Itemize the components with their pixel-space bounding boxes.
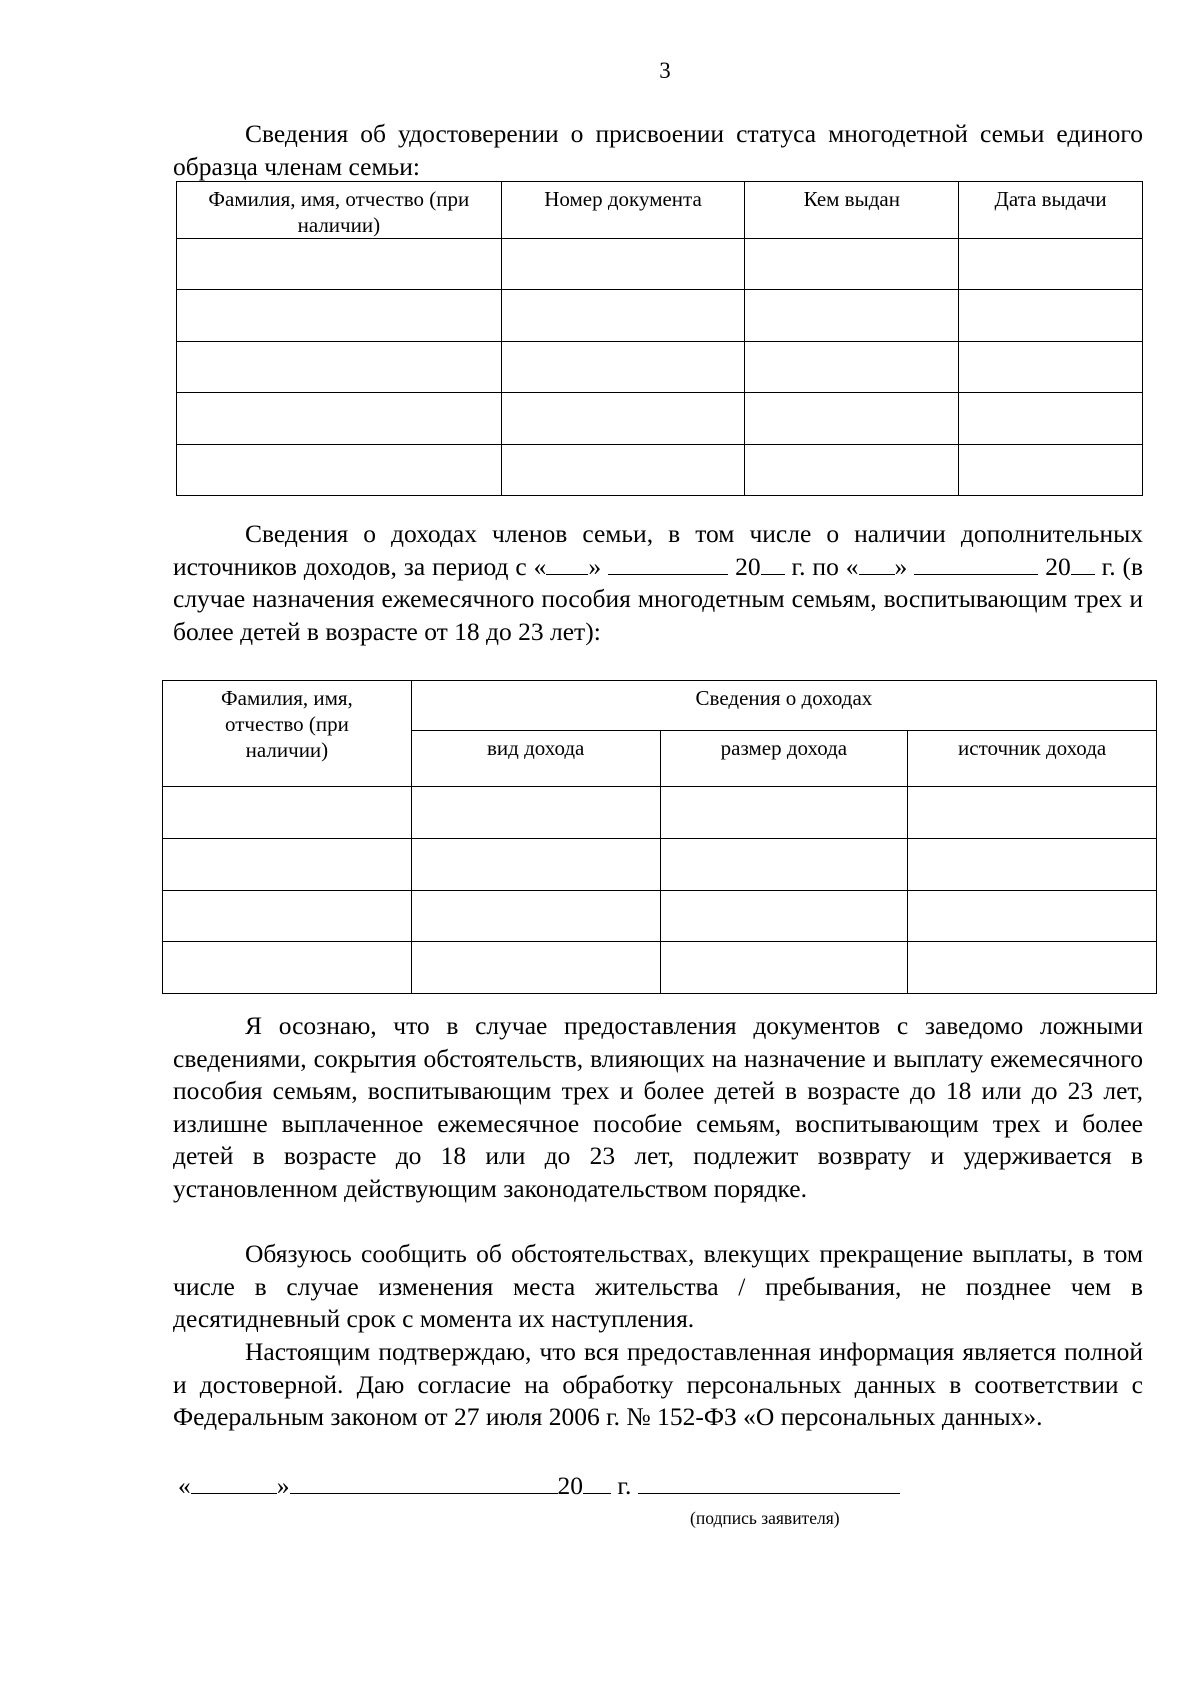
table-cell[interactable] [959,445,1143,496]
table-cell[interactable] [745,445,959,496]
table-row [163,891,1157,942]
column-header-income-source: источник дохода [908,731,1157,787]
awareness-paragraph: Я осознаю, что в случае предоставления документов с заведомо ложными сведениями, сокрытия обстоятельств, влияющих на назначение и выплату ежемесячного пособия семьям, воспитывающим трех и более детей в возрасте до 18 или до 23 лет, излишне выплаченное ежемесячное пособие семьям, воспитывающим трех и более детей в возрасте до 18 или до 23 лет, подлежит возврату и удерживается в установленном действующим законодательством порядке. [173,1011,1143,1203]
table-row [177,290,1143,342]
column-group-income-info: Сведения о доходах [411,681,1156,731]
table-cell[interactable] [959,290,1143,342]
column-header-issued-by: Кем выдан [745,182,959,239]
signature-day-field[interactable] [191,1471,277,1494]
table-cell[interactable] [501,342,745,393]
table-row [177,239,1143,290]
certificate-intro: Сведения об удостоверении о присвоении статуса многодетной семьи единого образца членам семьи: [173,119,1143,181]
table-cell[interactable] [908,787,1157,839]
column-header-document-number: Номер документа [501,182,745,239]
table-cell[interactable] [163,787,412,839]
applicant-signature-field[interactable] [638,1471,900,1494]
table-row [177,342,1143,393]
table-row [163,839,1157,891]
table-cell[interactable] [908,891,1157,942]
column-header-income-type: вид дохода [411,731,660,787]
table-cell[interactable] [660,942,908,994]
period-start-year-field[interactable] [761,552,785,575]
period-start-day-field[interactable] [546,552,588,575]
table-cell[interactable] [660,839,908,891]
table-cell[interactable] [745,393,959,445]
table-cell[interactable] [163,839,412,891]
table-cell[interactable] [177,239,502,290]
table-row [163,942,1157,994]
column-header-full-name: Фамилия, имя, отчество (при наличии) [163,681,412,787]
table-cell[interactable] [411,839,660,891]
table-cell[interactable] [177,290,502,342]
table-cell[interactable] [660,787,908,839]
period-end-year-field[interactable] [1071,552,1095,575]
signature-caption: (подпись заявителя) [690,1508,840,1528]
table-cell[interactable] [959,342,1143,393]
table-cell[interactable] [411,942,660,994]
table-cell[interactable] [959,239,1143,290]
signature-year-field[interactable] [583,1471,611,1494]
table-row [177,393,1143,445]
signature-line: « » 20 г. [178,1470,900,1502]
column-header-issue-date: Дата выдачи [959,182,1143,239]
table-cell[interactable] [501,393,745,445]
column-header-income-amount: размер дохода [660,731,908,787]
table-cell[interactable] [745,290,959,342]
period-end-day-field[interactable] [859,552,895,575]
page-number: 3 [659,58,671,83]
table-cell[interactable] [908,942,1157,994]
table-cell[interactable] [745,239,959,290]
table-cell[interactable] [163,942,412,994]
signature-month-field[interactable] [290,1471,558,1494]
obligation-paragraph: Обязуюсь сообщить об обстоятельствах, влекущих прекращение выплаты, в том числе в случае изменения места жительства / пребывания, не позднее чем в десятидневный срок с момента их наступления. [173,1239,1143,1333]
confirmation-paragraph: Настоящим подтверждаю, что вся предоставленная информация является полной и достоверной. Даю согласие на обработку персональных данных в соответствии с Федеральным законом от 27 июля 2006 г. № 152-ФЗ «О персональных данных». [173,1337,1143,1431]
table-cell[interactable] [959,393,1143,445]
certificate-table [176,181,1143,496]
table-cell[interactable] [501,290,745,342]
table-cell[interactable] [908,839,1157,891]
table-cell[interactable] [660,891,908,942]
period-start-month-field[interactable] [608,552,728,575]
table-cell[interactable] [745,342,959,393]
table-cell[interactable] [501,445,745,496]
table-cell[interactable] [411,891,660,942]
column-header-full-name: Фамилия, имя, отчество (при наличии) [177,182,502,239]
period-end-month-field[interactable] [914,552,1038,575]
income-table [162,680,1157,994]
table-cell[interactable] [177,445,502,496]
table-cell[interactable] [411,787,660,839]
table-cell[interactable] [177,342,502,393]
table-cell[interactable] [163,891,412,942]
table-row [177,445,1143,496]
table-cell[interactable] [177,393,502,445]
table-cell[interactable] [501,239,745,290]
income-intro: Сведения о доходах членов семьи, в том числе о наличии дополнительных источников доходов, за период с « » 20 г. по « » 20 г. (в случае назначения ежемесячного пособия многодетным семьям, воспитывающим трех и более детей в возрасте от 18 до 23 лет): [173,519,1144,646]
table-row [163,787,1157,839]
